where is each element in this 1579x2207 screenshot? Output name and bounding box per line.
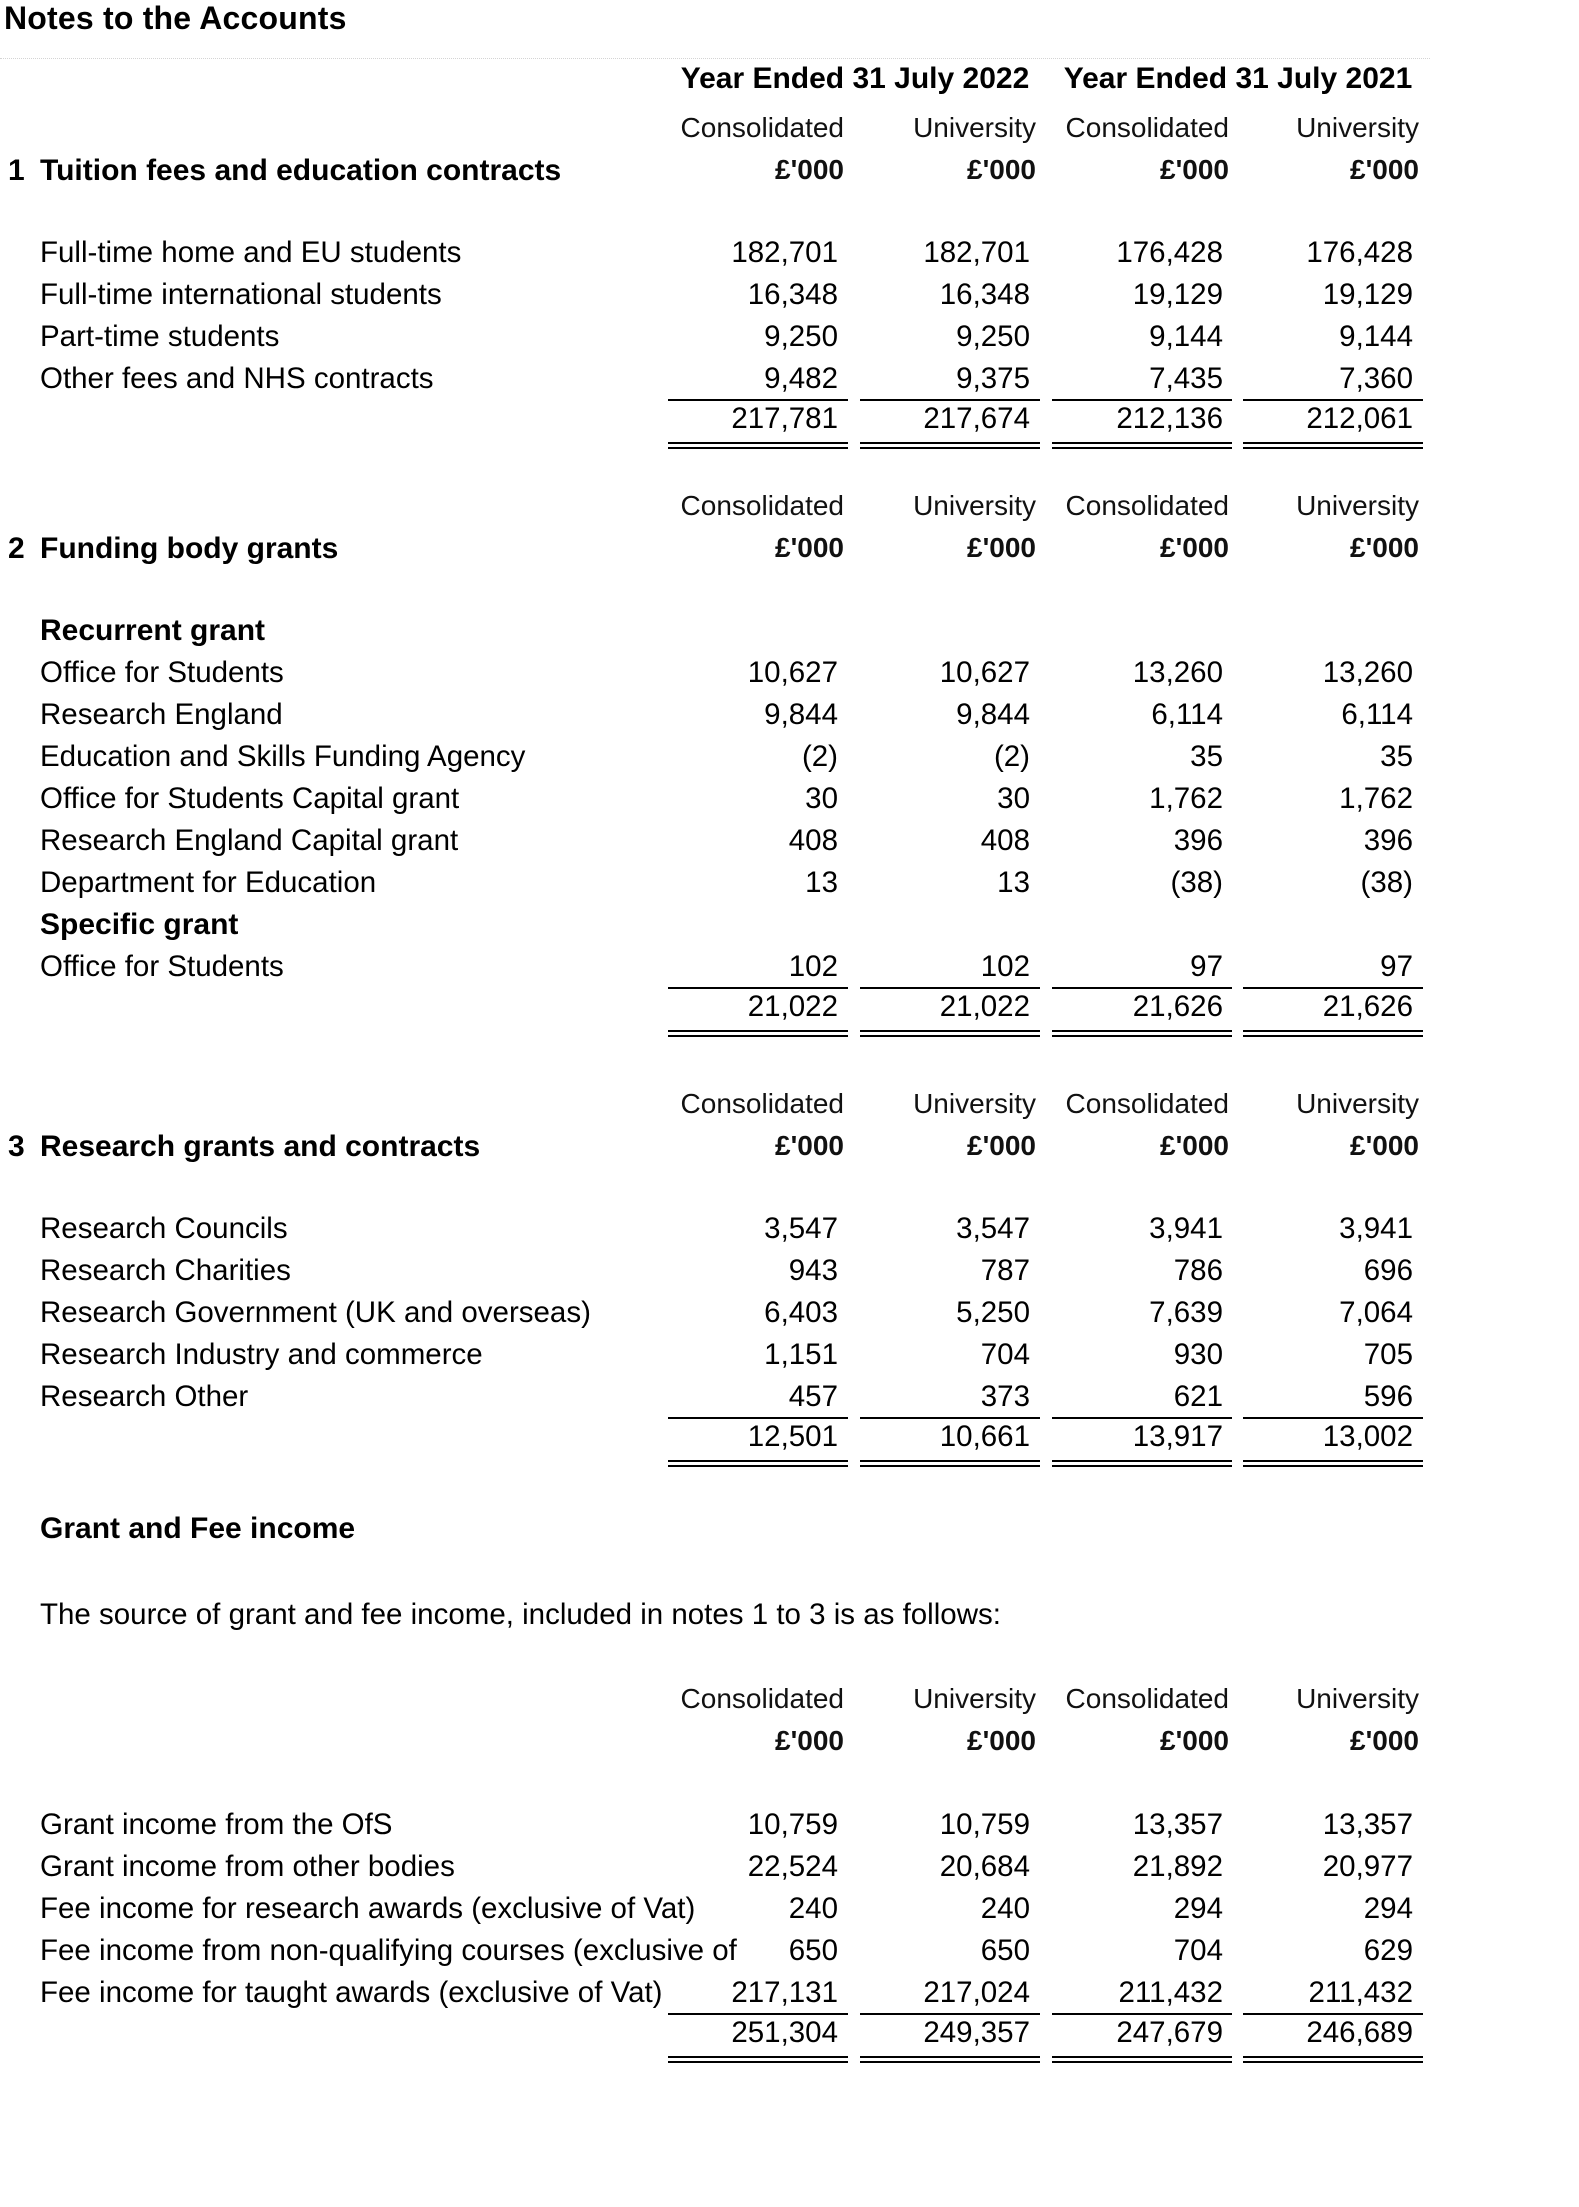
row-label: Office for Students Capital grant [40,782,460,815]
column-header: University [913,1683,1036,1714]
table-cell: 97 [1190,950,1223,983]
table-cell: 13,260 [1322,656,1413,689]
table-cell: 30 [805,782,838,815]
row-label: Research Other [40,1380,249,1413]
column-header: Consolidated [1065,1088,1229,1119]
table-cell: 7,064 [1339,1296,1413,1329]
column-header: Consolidated [680,1088,844,1119]
table-cell: 294 [1173,1892,1223,1925]
row-label: Research England [40,698,283,731]
subtotal-rule [860,987,1040,989]
table-cell: 3,547 [956,1212,1030,1245]
note-number: 3 [8,1130,25,1163]
total-double-rule [1243,2056,1423,2063]
table-cell: 13,002 [1322,1420,1413,1453]
total-double-rule [1243,1030,1423,1037]
unit-header: £'000 [1160,532,1229,563]
table-cell: 30 [997,782,1030,815]
table-cell: 21,626 [1322,990,1413,1023]
table-cell: 217,674 [923,402,1030,435]
table-cell: 6,403 [764,1296,838,1329]
total-double-rule [860,442,1040,449]
total-double-rule [860,1030,1040,1037]
table-cell: 3,941 [1149,1212,1223,1245]
row-label: Other fees and NHS contracts [40,362,434,395]
table-cell: 396 [1363,824,1413,857]
year-header: Year Ended 31 July 2021 [1063,62,1413,95]
column-header: Consolidated [1065,1683,1229,1714]
unit-header: £'000 [967,1130,1036,1161]
subtotal-rule [668,2013,848,2015]
intro-text: The source of grant and fee income, included in notes 1 to 3 is as follows: [40,1598,1001,1631]
table-cell: 97 [1380,950,1413,983]
subtotal-rule [668,987,848,989]
total-double-rule [1243,442,1423,449]
total-double-rule [668,2056,848,2063]
table-cell: (2) [801,740,838,773]
row-label: Part-time students [40,320,280,353]
section-heading: Grant and Fee income [40,1512,356,1545]
table-cell: 20,684 [939,1850,1030,1883]
row-label: Department for Education [40,866,377,899]
table-cell: 211,432 [1118,1976,1223,2009]
total-double-rule [1052,2056,1232,2063]
table-cell: 176,428 [1306,236,1413,269]
table-cell: 10,661 [939,1420,1030,1453]
total-double-rule [1243,1460,1423,1467]
table-cell: 21,022 [939,990,1030,1023]
column-header: University [1296,1683,1419,1714]
table-cell: 246,689 [1306,2016,1413,2049]
table-cell: 9,144 [1339,320,1413,353]
total-double-rule [1052,1030,1232,1037]
table-cell: 19,129 [1132,278,1223,311]
table-cell: 217,781 [731,402,838,435]
row-label: Grant income from the OfS [40,1808,393,1841]
total-double-rule [860,2056,1040,2063]
table-cell: 21,022 [747,990,838,1023]
table-cell: 10,627 [939,656,1030,689]
column-header: Consolidated [680,112,844,143]
section-title: Tuition fees and education contracts [40,154,562,187]
subtotal-rule [668,1417,848,1419]
column-header: University [1296,112,1419,143]
table-cell: 240 [788,1892,838,1925]
row-label: Research Councils [40,1212,288,1245]
table-cell: 9,375 [956,362,1030,395]
column-header: Consolidated [1065,112,1229,143]
table-cell: 6,114 [1151,698,1223,731]
table-cell: 217,131 [731,1976,838,2009]
total-double-rule [668,1030,848,1037]
column-header: University [1296,1088,1419,1119]
unit-header: £'000 [1350,1130,1419,1161]
table-cell: 22,524 [747,1850,838,1883]
subtotal-rule [1243,399,1423,401]
table-cell: (38) [1360,866,1413,899]
table-cell: 7,639 [1149,1296,1223,1329]
unit-header: £'000 [1160,1130,1229,1161]
unit-header: £'000 [967,154,1036,185]
table-cell: 12,501 [747,1420,838,1453]
table-cell: 21,626 [1132,990,1223,1023]
table-cell: 249,357 [923,2016,1030,2049]
table-cell: 6,114 [1341,698,1413,731]
unit-header: £'000 [1350,154,1419,185]
table-cell: 251,304 [731,2016,838,2049]
table-cell: 182,701 [923,236,1030,269]
table-cell: 13,917 [1132,1420,1223,1453]
table-cell: 704 [1173,1934,1223,1967]
unit-header: £'000 [1350,532,1419,563]
table-cell: 10,759 [939,1808,1030,1841]
table-cell: 294 [1363,1892,1413,1925]
table-cell: 705 [1363,1338,1413,1371]
table-cell: 9,250 [764,320,838,353]
subheading: Recurrent grant [40,614,266,647]
row-label: Office for Students [40,656,284,689]
unit-header: £'000 [967,1725,1036,1756]
table-cell: 3,547 [764,1212,838,1245]
subtotal-rule [1243,1417,1423,1419]
note-number: 2 [8,532,25,565]
table-cell: 13,357 [1322,1808,1413,1841]
row-label: Research Industry and commerce [40,1338,483,1371]
table-cell: 10,759 [747,1808,838,1841]
table-cell: 930 [1173,1338,1223,1371]
table-cell: 247,679 [1116,2016,1223,2049]
table-cell: 696 [1363,1254,1413,1287]
table-cell: 16,348 [747,278,838,311]
subtotal-rule [1052,1417,1232,1419]
table-cell: 21,892 [1132,1850,1223,1883]
table-cell: 9,482 [764,362,838,395]
unit-header: £'000 [775,154,844,185]
table-cell: 786 [1173,1254,1223,1287]
row-label: Full-time home and EU students [40,236,462,269]
column-header: Consolidated [680,490,844,521]
row-label: Research Government (UK and overseas) [40,1296,591,1329]
table-cell: 408 [980,824,1030,857]
total-double-rule [1052,1460,1232,1467]
table-cell: (38) [1170,866,1223,899]
total-double-rule [668,442,848,449]
subtotal-rule [1052,399,1232,401]
table-cell: 212,061 [1306,402,1413,435]
column-header: University [1296,490,1419,521]
subtotal-rule [1243,2013,1423,2015]
table-cell: 1,762 [1149,782,1223,815]
header-divider [0,58,1430,59]
table-cell: 13 [805,866,838,899]
table-cell: 19,129 [1322,278,1413,311]
table-cell: 217,024 [923,1976,1030,2009]
year-header: Year Ended 31 July 2022 [680,62,1030,95]
total-double-rule [1052,442,1232,449]
subtotal-rule [860,1417,1040,1419]
table-cell: 408 [788,824,838,857]
table-cell: 7,360 [1339,362,1413,395]
table-cell: 9,144 [1149,320,1223,353]
table-cell: 16,348 [939,278,1030,311]
table-cell: 7,435 [1149,362,1223,395]
unit-header: £'000 [1350,1725,1419,1756]
subtotal-rule [860,399,1040,401]
row-label: Office for Students [40,950,284,983]
table-cell: 1,151 [764,1338,838,1371]
total-double-rule [860,1460,1040,1467]
table-cell: 3,941 [1339,1212,1413,1245]
column-header: University [913,1088,1036,1119]
table-cell: 9,844 [956,698,1030,731]
column-header: University [913,490,1036,521]
table-cell: 35 [1380,740,1413,773]
table-cell: 704 [980,1338,1030,1371]
note-number: 1 [8,154,25,187]
column-header: Consolidated [1065,490,1229,521]
table-cell: 5,250 [956,1296,1030,1329]
row-label: Fee income from non-qualifying courses (exclusive of [40,1934,737,1967]
column-header: Consolidated [680,1683,844,1714]
table-cell: 13,260 [1132,656,1223,689]
table-cell: 943 [788,1254,838,1287]
table-cell: 212,136 [1116,402,1223,435]
table-cell: 457 [788,1380,838,1413]
table-cell: 650 [788,1934,838,1967]
table-cell: 102 [788,950,838,983]
section-title: Funding body grants [40,532,339,565]
table-cell: 650 [980,1934,1030,1967]
table-cell: (2) [993,740,1030,773]
total-double-rule [668,1460,848,1467]
table-cell: 211,432 [1308,1976,1413,2009]
page-title: Notes to the Accounts [4,0,347,36]
row-label: Education and Skills Funding Agency [40,740,526,773]
table-cell: 35 [1190,740,1223,773]
subtotal-rule [1243,987,1423,989]
table-cell: 9,250 [956,320,1030,353]
unit-header: £'000 [967,532,1036,563]
unit-header: £'000 [775,532,844,563]
table-cell: 621 [1173,1380,1223,1413]
unit-header: £'000 [775,1130,844,1161]
section-title: Research grants and contracts [40,1130,481,1163]
table-cell: 13 [997,866,1030,899]
table-cell: 1,762 [1339,782,1413,815]
table-cell: 629 [1363,1934,1413,1967]
table-cell: 182,701 [731,236,838,269]
table-cell: 102 [980,950,1030,983]
table-cell: 13,357 [1132,1808,1223,1841]
column-header: University [913,112,1036,143]
unit-header: £'000 [775,1725,844,1756]
subheading: Specific grant [40,908,239,941]
subtotal-rule [1052,2013,1232,2015]
row-label: Research Charities [40,1254,291,1287]
row-label: Grant income from other bodies [40,1850,455,1883]
table-cell: 176,428 [1116,236,1223,269]
subtotal-rule [1052,987,1232,989]
table-cell: 240 [980,1892,1030,1925]
table-cell: 10,627 [747,656,838,689]
unit-header: £'000 [1160,154,1229,185]
table-cell: 396 [1173,824,1223,857]
table-cell: 373 [980,1380,1030,1413]
subtotal-rule [668,399,848,401]
row-label: Full-time international students [40,278,442,311]
row-label: Fee income for taught awards (exclusive of Vat) [40,1976,663,2009]
subtotal-rule [860,2013,1040,2015]
table-cell: 9,844 [764,698,838,731]
row-label: Fee income for research awards (exclusive of Vat) [40,1892,696,1925]
unit-header: £'000 [1160,1725,1229,1756]
table-cell: 596 [1363,1380,1413,1413]
table-cell: 20,977 [1322,1850,1413,1883]
row-label: Research England Capital grant [40,824,459,857]
table-cell: 787 [980,1254,1030,1287]
